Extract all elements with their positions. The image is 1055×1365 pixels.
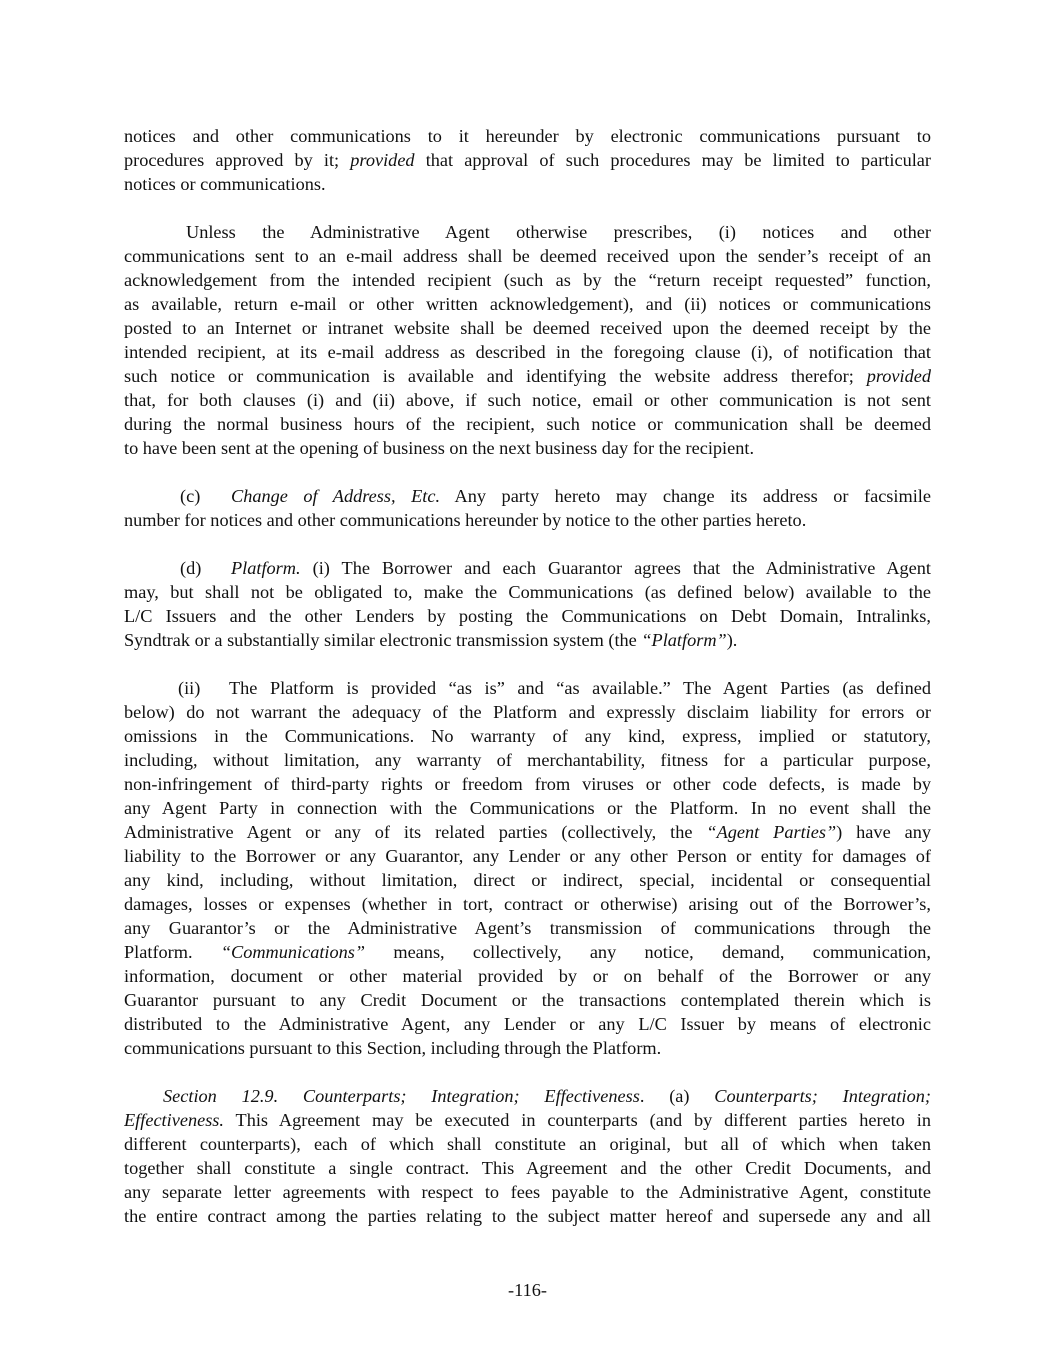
text-run: including, without limitation, any warranty of merchantability, fitness for a particular purpose,	[124, 750, 931, 770]
italic-text: “Agent Parties”	[706, 822, 837, 842]
text-line	[124, 1108, 931, 1132]
text-run: non-infringement of third-party rights or freedom from viruses or other code defects, is made by	[124, 774, 931, 794]
text-run: means, collectively, any notice, demand, communication,	[365, 942, 931, 962]
text-run: that approval of such procedures may be limited to particular	[414, 150, 931, 170]
text-line	[124, 436, 931, 460]
clause-label: (d)	[180, 558, 202, 578]
text-run: posted to an Internet or intranet website shall be deemed received upon the deemed receipt by the	[124, 318, 931, 338]
text-run: acknowledgement from the intended recipient (such as by the “return receipt requested” function,	[124, 270, 931, 290]
text-line	[124, 316, 931, 340]
text-line	[124, 124, 931, 148]
italic-text: Change of Address, Etc.	[231, 486, 441, 506]
text-line	[124, 940, 931, 964]
text-line	[124, 148, 931, 172]
text-run: liability to the Borrower or any Guarantor, any Lender or any other Person or entity for damages of	[124, 846, 931, 866]
text-run: may, but shall not be obligated to, make the Communications (as defined below) available to the	[124, 582, 931, 602]
text-line	[124, 220, 931, 244]
text-run: Any party hereto may change its address or facsimile	[440, 486, 931, 506]
text-run: any Guarantor’s or the Administrative Agent’s transmission of communications through the	[124, 918, 931, 938]
text-line	[124, 364, 931, 388]
text-run: during the normal business hours of the recipient, such notice or communication shall be deemed	[124, 414, 931, 434]
text-line	[124, 988, 931, 1012]
text-line	[124, 916, 931, 940]
text-run: Guarantor pursuant to any Credit Document or the transactions contemplated therein which is	[124, 990, 931, 1010]
paragraph	[124, 1084, 931, 1228]
text-line	[124, 556, 931, 580]
text-line	[124, 244, 931, 268]
text-line	[124, 1132, 931, 1156]
italic-text: provided	[350, 150, 415, 170]
text-run: . (a)	[639, 1086, 715, 1106]
text-line	[124, 484, 931, 508]
clause-label: (c)	[180, 486, 201, 506]
text-run: ).	[726, 630, 738, 650]
text-line	[124, 388, 931, 412]
text-line	[124, 172, 931, 196]
text-run: such notice or communication is available and identifying the website address therefor;	[124, 366, 867, 386]
text-run: intended recipient, at its e-mail address as described in the foregoing clause (i), of notification that	[124, 342, 931, 362]
page-number: -116-	[508, 1280, 547, 1300]
italic-text: “Communications”	[220, 942, 366, 962]
text-line	[124, 724, 931, 748]
text-run: Administrative Agent or any of its related parties (collectively, the	[124, 822, 707, 842]
text-line	[124, 796, 931, 820]
text-line	[124, 772, 931, 796]
text-run: number for notices and other communications hereunder by notice to the other parties hereto.	[124, 510, 807, 530]
text-line	[124, 1204, 931, 1228]
text-run: as available, return e-mail or other written acknowledgement), and (ii) notices or communications	[124, 294, 931, 314]
text-line	[124, 628, 931, 652]
text-run: Unless the Administrative Agent otherwise prescribes, (i) notices and other	[186, 222, 931, 242]
text-line	[124, 508, 931, 532]
text-run: distributed to the Administrative Agent, any Lender or any L/C Issuer by means of electronic	[124, 1014, 931, 1034]
text-run: communications sent to an e-mail address shall be deemed received upon the sender’s receipt of an	[124, 246, 931, 266]
text-run: below) do not warrant the adequacy of the Platform and expressly disclaim liability for errors or	[124, 702, 931, 722]
paragraph	[124, 220, 931, 460]
text-run: information, document or other material provided by or on behalf of the Borrower or any	[124, 966, 931, 986]
text-run: to have been sent at the opening of business on the next business day for the recipient.	[124, 438, 755, 458]
text-line	[124, 1156, 931, 1180]
text-line	[124, 1180, 931, 1204]
text-line	[124, 340, 931, 364]
text-run: omissions in the Communications. No warranty of any kind, express, implied or statutory,	[124, 726, 931, 746]
text-run: together shall constitute a single contract. This Agreement and the other Credit Documents, and	[124, 1158, 931, 1178]
text-line	[124, 748, 931, 772]
italic-text: Counterparts; Integration;	[714, 1086, 931, 1106]
text-line	[124, 844, 931, 868]
text-run: any Agent Party in connection with the Communications or the Platform. In no event shall the	[124, 798, 931, 818]
text-line	[124, 820, 931, 844]
italic-text: Effectiveness.	[124, 1110, 224, 1130]
text-line	[124, 292, 931, 316]
text-line	[124, 700, 931, 724]
text-run: different counterparts), each of which shall constitute an original, but all of which when taken	[124, 1134, 931, 1154]
text-run: damages, losses or expenses (whether in tort, contract or otherwise) arising out of the Borrower’s,	[124, 894, 931, 914]
text-run: This Agreement may be executed in counterparts (and by different parties hereto in	[224, 1110, 931, 1130]
italic-text: Platform.	[231, 558, 301, 578]
text-run: notices and other communications to it hereunder by electronic communications pursuant to	[124, 126, 931, 146]
paragraph	[124, 676, 931, 1060]
paragraph	[124, 556, 931, 652]
text-line	[124, 964, 931, 988]
text-line	[124, 580, 931, 604]
italic-text: Section 12.9. Counterparts; Integration; Effectiveness	[163, 1086, 640, 1106]
text-line	[124, 868, 931, 892]
italic-text: “Platform”	[641, 630, 727, 650]
text-run: The Platform is provided “as is” and “as available.” The Agent Parties (as defined	[229, 678, 931, 698]
text-run: ) have any	[836, 822, 931, 842]
text-line	[124, 412, 931, 436]
italic-text: provided	[866, 366, 931, 386]
paragraph	[124, 124, 931, 196]
text-run: (i) The Borrower and each Guarantor agrees that the Administrative Agent	[300, 558, 931, 578]
text-run: that, for both clauses (i) and (ii) above, if such notice, email or other communication is not sent	[124, 390, 931, 410]
text-run: L/C Issuers and the other Lenders by posting the Communications on Debt Domain, Intralinks,	[124, 606, 931, 626]
clause-label: (ii)	[178, 678, 201, 698]
text-line	[124, 1012, 931, 1036]
text-run: Platform.	[124, 942, 221, 962]
text-line	[124, 1036, 931, 1060]
text-run: Syndtrak or a substantially similar electronic transmission system (the	[124, 630, 642, 650]
text-line	[124, 892, 931, 916]
text-line	[124, 676, 931, 700]
document-body	[124, 124, 931, 1252]
text-line	[124, 1084, 931, 1108]
text-run: any kind, including, without limitation, direct or indirect, special, incidental or consequential	[124, 870, 931, 890]
text-run: communications pursuant to this Section, including through the Platform.	[124, 1038, 662, 1058]
text-run: the entire contract among the parties relating to the subject matter hereof and supersede any and all	[124, 1206, 931, 1226]
text-run: any separate letter agreements with respect to fees payable to the Administrative Agent, constitute	[124, 1182, 931, 1202]
text-run: notices or communications.	[124, 174, 326, 194]
text-run: procedures approved by it;	[124, 150, 351, 170]
text-line	[124, 268, 931, 292]
text-line	[124, 604, 931, 628]
paragraph	[124, 484, 931, 532]
